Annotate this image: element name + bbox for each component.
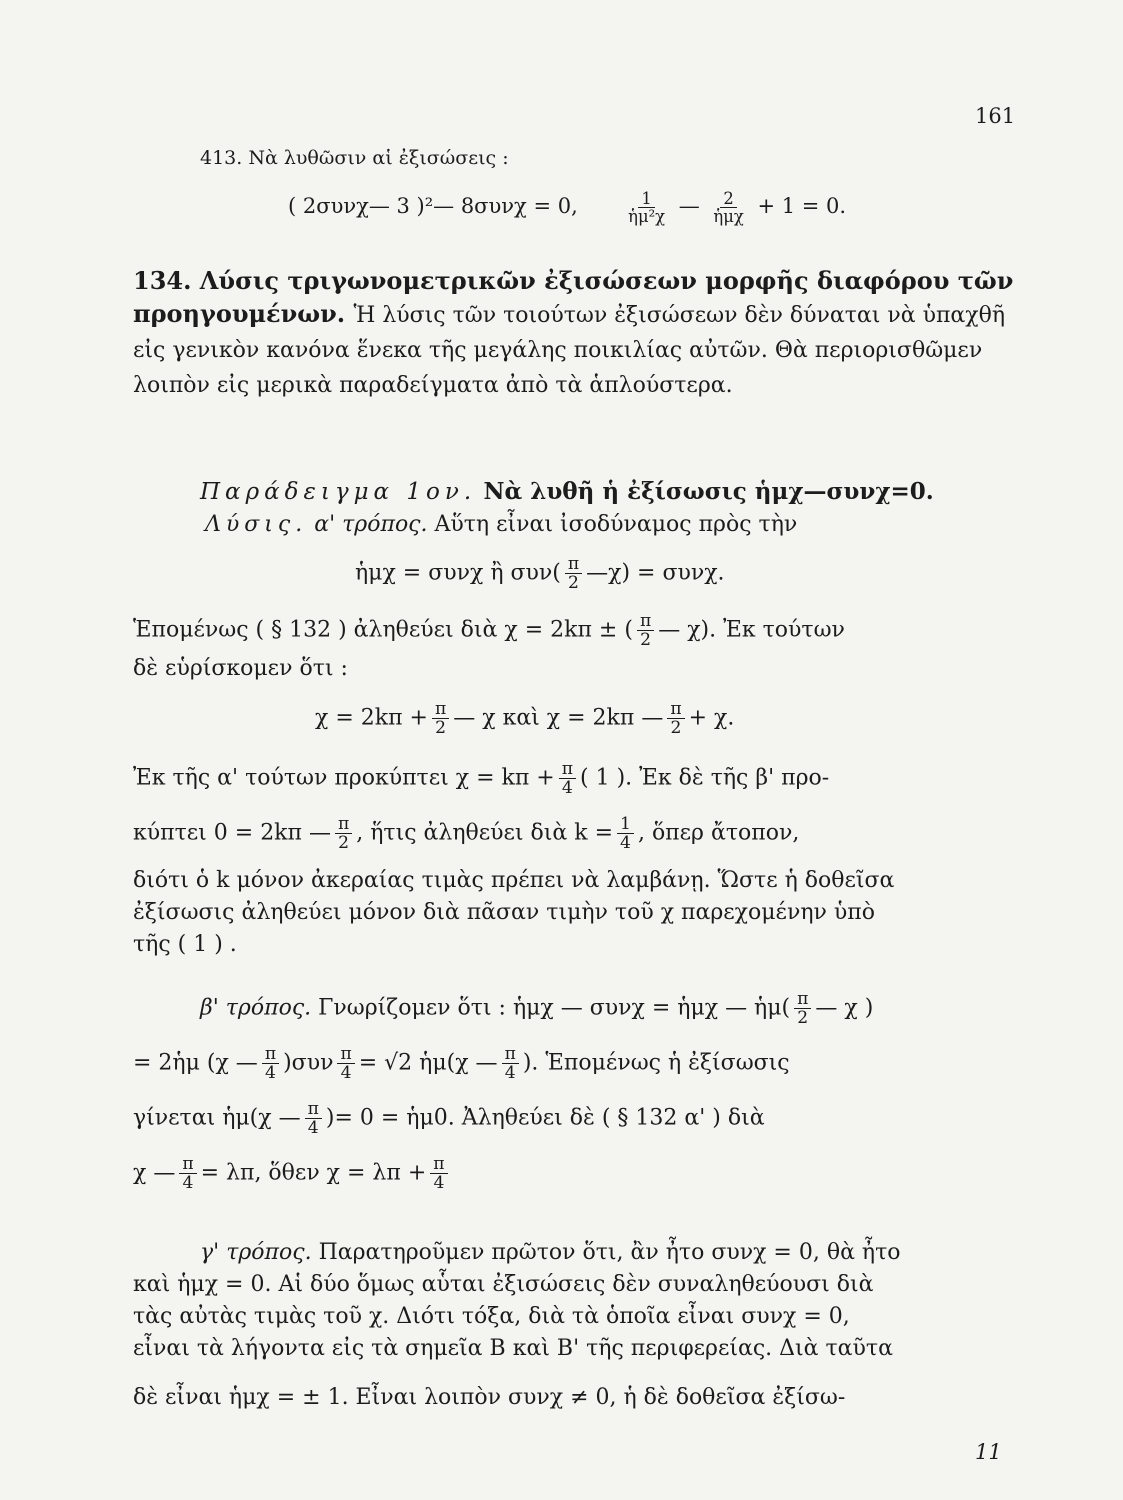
text-line: ἐξίσωσις ἀληθεύει μόνον διὰ πᾶσαν τιμὴν τοῦ χ παρεχομένην ὑπὸ: [133, 900, 875, 925]
text-line: γ' τρόπος. Παρατηροῦμεν πρῶτον ὅτι, ἂν ἦτο συνχ = 0, θὰ ἦτο: [200, 1240, 901, 1265]
fraction: $\frac{\pi}{2}$: [794, 990, 811, 1027]
fraction: $\frac{1}{\text{ἡμ²χ}}$: [628, 189, 666, 227]
method-a-label: α' τρόπος.: [314, 512, 428, 537]
text-line: καὶ ἡμχ = 0. Αἱ δύο ὅμως αὗται ἐξισώσεις δὲν συναληθεύουσι διὰ: [133, 1272, 874, 1297]
fraction: $\frac{\pi}{4}$: [179, 1155, 196, 1192]
fraction: $\frac{\pi}{4}$: [559, 760, 576, 797]
signature-mark: 11: [975, 1440, 1002, 1464]
fraction: $\frac{\pi}{2}$: [667, 700, 684, 737]
exercise-equations: ( 2συνχ— 3 )²— 8συνχ = 0, $\frac{1}{\text{ἡμ²χ}}$ — $\frac{2}{\text{ἡμχ}}$ + 1 = 0.: [288, 189, 847, 227]
text-line: εἶναι τὰ λήγοντα εἰς τὰ σημεῖα Β καὶ Β' τῆς περιφερείας. Διὰ ταῦτα: [133, 1336, 893, 1361]
page-number: 161: [975, 104, 1016, 128]
equation-a: ( 2συνχ— 3 )²— 8συνχ = 0,: [288, 194, 578, 219]
fraction: $\frac{\pi}{4}$: [337, 1045, 354, 1082]
fraction: $\frac{\pi}{4}$: [305, 1100, 322, 1137]
equation-2: χ = 2kπ + $\frac{\pi}{2}$ — χ καὶ χ = 2kπ — $\frac{\pi}{2}$ + χ.: [315, 699, 735, 738]
example-heading: [200, 478, 934, 505]
fraction: $\frac{\pi}{2}$: [432, 700, 449, 737]
fraction: $\frac{1}{4}$: [617, 815, 634, 852]
exercise-413: 413. Νὰ λυθῶσιν αἱ ἐξισώσεις :: [200, 147, 509, 169]
fraction: $\frac{2}{\text{ἡμχ}}$: [713, 189, 744, 227]
text-line: τῆς ( 1 ) .: [133, 932, 237, 957]
text-line: γίνεται ἡμ(χ — $\frac{\pi}{4}$ )= 0 = ἡμ0. Ἀληθεύει δὲ ( § 132 α' ) διὰ: [133, 1099, 765, 1138]
example-statement: Νὰ λυθῆ ἡ ἐξίσωσις ἡμχ—συνχ=0.: [483, 478, 934, 505]
section-134: [133, 264, 1023, 402]
method-c-label: γ' τρόπος.: [200, 1240, 312, 1265]
text-line: χ — $\frac{\pi}{4}$ = λπ, ὅθεν χ = λπ + $\frac{\pi}{4}$: [133, 1155, 452, 1192]
equation-1: ἡμχ = συνχ ἢ συν( $\frac{\pi}{2}$ —χ) = συνχ.: [355, 554, 725, 593]
text-line: διότι ὁ k μόνον ἀκεραίας τιμὰς πρέπει νὰ λαμβάνῃ. Ὥστε ἡ δοθεῖσα: [133, 868, 895, 893]
fraction: $\frac{\pi}{4}$: [262, 1045, 279, 1082]
fraction: $\frac{\pi}{4}$: [502, 1045, 519, 1082]
section-text: Ἡ λύσις τῶν τοιούτων ἐξισώσεων δὲν δύναται νὰ ὑπαχθῆ εἰς γενικὸν κανόνα ἕνεκα τῆς μεγάλης ποικιλίας αὐτῶν. Θὰ περιορισθῶμεν λοιπὸν εἰς μερικὰ παραδείγματα ἀπὸ τὰ ἁπλούστερα.: [133, 303, 1006, 398]
section-title: 134. Λύσις τριγωνομετρικῶν ἐξισώσεων μορφῆς διαφόρου τῶν προηγουμένων.: [133, 266, 1014, 328]
fraction: $\frac{\pi}{2}$: [335, 815, 352, 852]
example-label: Παράδειγμα 1ον.: [200, 479, 477, 505]
text-line: δὲ εὑρίσκομεν ὅτι :: [133, 656, 348, 681]
text-line: Ἐκ τῆς α' τούτων προκύπτει χ = kπ + $\frac{\pi}{4}$ ( 1 ). Ἐκ δὲ τῆς β' προ-: [133, 759, 830, 798]
fraction: $\frac{\pi}{2}$: [565, 555, 582, 592]
text-line: τὰς αὐτὰς τιμὰς τοῦ χ. Διότι τόξα, διὰ τὰ ὁποῖα εἶναι συνχ = 0,: [133, 1304, 850, 1329]
solution-label: Λύσις.: [205, 512, 308, 537]
text-line: δὲ εἶναι ἡμχ = ± 1. Εἶναι λοιπὸν συνχ ≠ 0, ἡ δὲ δοθεῖσα ἐξίσω-: [133, 1385, 846, 1410]
solution-line: Λύσις. α' τρόπος. Αὕτη εἶναι ἰσοδύναμος πρὸς τὴν: [205, 512, 798, 537]
method-b-label: β' τρόπος.: [200, 995, 312, 1021]
text-line: Ἑπομένως ( § 132 ) ἀληθεύει διὰ χ = 2kπ ± ( $\frac{\pi}{2}$ — χ). Ἐκ τούτων: [133, 611, 845, 650]
text-line: κύπτει 0 = 2kπ — $\frac{\pi}{2}$ , ἥτις ἀληθεύει διὰ k = $\frac{1}{4}$ , ὅπερ ἄτοπον,: [133, 814, 800, 853]
text-line: = 2ἡμ (χ — $\frac{\pi}{4}$ )συν $\frac{\pi}{4}$ = √2 ἡμ(χ — $\frac{\pi}{4}$ ). Ἑπομένως ἡ ἐξίσωσις: [133, 1044, 790, 1083]
fraction: $\frac{\pi}{2}$: [637, 612, 654, 649]
fraction: $\frac{\pi}{4}$: [430, 1155, 447, 1192]
text-line: β' τρόπος. Γνωρίζομεν ὅτι : ἡμχ — συνχ = ἡμχ — ἡμ( $\frac{\pi}{2}$ — χ ): [200, 989, 874, 1028]
